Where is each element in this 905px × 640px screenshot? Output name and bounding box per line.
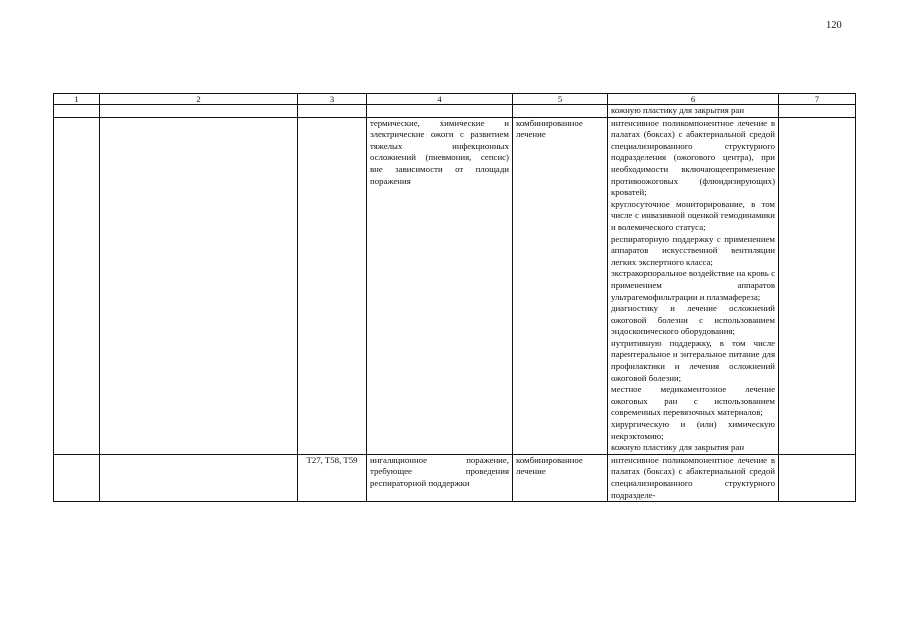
table-row [54,105,856,118]
table-cell: T27, T58, T59 [298,454,367,501]
table-cell: интенсивное поликомпонентное лечение в палатах (боксах) с абактериальной средой специализированного структурного подразделения (ожогового центра), при необходимости включающееприменение противоожоговых (флюидизирующих) кроватей; круглосуточное мониторирование, в том числе с инвазивной оценкой гемодинамики и волемического статуса; респираторную поддержку с применением аппаратов искусственной вентиляции легких экспертного класса; экстракорпоральное воздействие на кровь с применением аппаратов ультрагемофильтрации и плазмафереза; диагностику и лечение осложнений ожоговой болезни с использованием эндоскопического оборудования; нутритивную поддержку, в том числе парентеральное и энтеральное питание для профилактики и лечения осложнений ожоговой болезни; местное медикаментозное лечение ожоговых ран с использованием современных перевязочных материалов; хирургическую и (или) химическую некрэктомию; кожную пластику для закрытия ран [608,117,779,454]
table-row [54,117,856,454]
column-header: 7 [779,94,856,105]
table-cell: интенсивное поликомпонентное лечение в палатах (боксах) с абактериальной средой специализированного структурного подразделе- [608,454,779,501]
column-header: 2 [100,94,298,105]
table-cell: комбинированное лечение [513,454,608,501]
table-cell [779,105,856,118]
table-cell [298,105,367,118]
column-header: 1 [54,94,100,105]
table-cell: комбинированное лечение [513,117,608,454]
table-cell [100,454,298,501]
table-cell: кожную пластику для закрытия ран [608,105,779,118]
table-cell [513,105,608,118]
table-row [54,454,856,501]
page-number: 120 [826,20,842,31]
column-number-row [54,94,856,105]
column-header: 4 [367,94,513,105]
table-cell [298,117,367,454]
table-cell: термические, химические и электрические ожоги с развитием тяжелых инфекционных осложнений (пневмония, сепсис) вне зависимости от площади поражения [367,117,513,454]
table-cell [367,105,513,118]
table-cell [779,454,856,501]
table-cell [54,105,100,118]
column-header: 6 [608,94,779,105]
column-header: 5 [513,94,608,105]
column-header: 3 [298,94,367,105]
services-table [53,93,856,502]
table-cell [54,117,100,454]
table-cell [54,454,100,501]
table-cell [779,117,856,454]
table-cell: ингаляционное поражение, требующее проведения респираторной поддержки [367,454,513,501]
table-cell [100,105,298,118]
table-cell [100,117,298,454]
